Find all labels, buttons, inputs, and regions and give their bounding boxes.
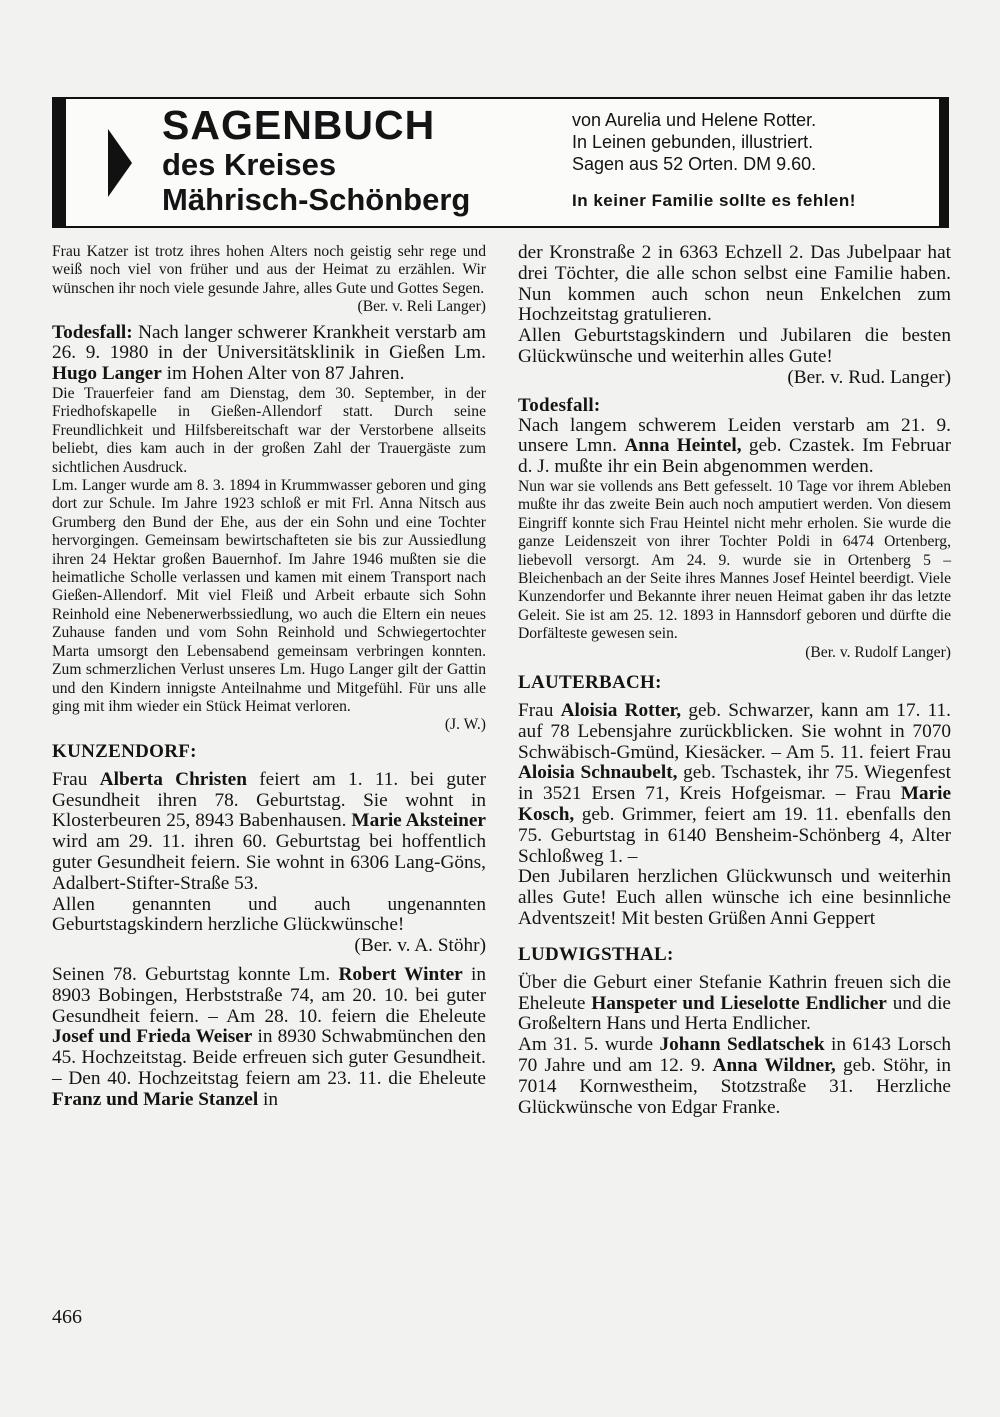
trauerfeier-paragraph: Die Trauerfeier fand am Dienstag, dem 30. September, in der Friedhofskapelle in Gießen-Allendorf statt. Durch seine Freundlichkeit und Hilfsbereitschaft war der Verstorbene allseits beliebt, dies kam auch in der großen Zahl der Trauergäste zum sichtlichen Ausdruck. [52, 385, 486, 476]
l1-text-b: geb. Schwarzer, kann am 17. 11. auf 78 Lebensjahre zurückblicken. Sie wohnt in 7070 Schwäbisch-Gmünd, Kiesäcker. – Am 5. 11. feiert Frau [518, 700, 951, 763]
kunzendorf-credit: (Ber. v. A. Stöhr) [354, 935, 486, 957]
lu2-text-b: in 6143 Lorsch 70 Jahre und am 12. 9. [518, 1034, 952, 1076]
name-anna-heintel: Anna Heintel, [624, 435, 742, 457]
ludwigsthal-birthdays-paragraph [518, 1035, 951, 1118]
todesfall-label: Todesfall: [52, 321, 133, 343]
langer-credit: (J. W.) [444, 716, 486, 734]
langer-biography-paragraph: Lm. Langer wurde am 8. 3. 1894 in Krummwasser geboren und ging dort zur Schule. Im Jahre 1923 schloß er mit Frl. Anna Nitsch aus Grumberg den Bund der Ehe, aus der ein Sohn und eine Tochter hervorgingen. Gemeinsam bewirtschafteten sie bis zur Aussiedlung ihren 24 Hektar großen Bauernhof. Im Jahre 1946 mußten sie die heimatliche Scholle verlassen und kamen mit einem Transport nach Gießen-Allendorf. Mit viel Fleiß und Arbeit erbaute sich Sohn Reinhold eine Nebenerwerbssiedlung, wo auch die Eltern ein neues Zuhause fanden und vom Sohn Reinhold und Schwiegertochter Marta umsorgt den Lebensabend gemeinsam verbringen konnten. Zum schmerzlichen Verlust unseres Lm. Hugo Langer gilt der Gattin und den Kindern innigste Anteilnahme und Mitgefühl. Für uns alle ging mit ihm wieder ein Stück Heimat verloren. [52, 477, 486, 715]
ad-slogan: In keiner Familie sollte es fehlen! [572, 191, 856, 210]
ad-title [162, 103, 470, 218]
todesfall-text-a: Nach langer schwerer Krankheit verstarb am 26. 9. 1980 in der Universitätsklinik in Gießen Lm. [52, 321, 486, 364]
heintel-details-paragraph: Nun war sie vollends ans Bett gefesselt. 10 Tage vor ihrem Ableben mußte ihr das zweite Bein auch noch amputiert werden. Von diesem Eingriff konnte sich Frau Heintel nicht mehr erholen. Sie wurde die ganze Leidenszeit von ihrer Tochter Poldi in 6474 Ortenberg, liebevoll versorgt. Am 24. 9. wurde sie in Ortenberg 5 – Bleichenbach an der Seite ihres Mannes Josef Heintel beerdigt. Viele Kunzendorfer und Bekannte ihrer neuen Heimat gaben ihr das letzte Geleit. Sie ist am 25. 12. 1893 in Hannsdorf geboren und dürfte die Dorfälteste gewesen sein. [518, 477, 951, 643]
name-alberta-christen: Alberta Christen [99, 768, 247, 790]
k3-text-c: in 8930 Schwabmünchen den 45. Hochzeitstag. Beide erfreuen sich guter Gesundheit. – Den 40. Hochzeitstag feiern am 23. 11. die Eheleute [52, 1026, 486, 1089]
name-aloisia-rotter: Aloisia Rotter, [560, 700, 682, 722]
ad-info [572, 109, 816, 175]
right-column [518, 243, 951, 1118]
ad-info-line3: Sagen aus 52 Orten. DM 9.60. [572, 154, 817, 174]
ludwigsthal-birth-paragraph [518, 973, 951, 1035]
name-anna-wildner: Anna Wildner, [712, 1054, 836, 1076]
todesfall-heading: Todesfall: [518, 394, 601, 416]
name-aloisia-schnaubelt: Aloisia Schnaubelt, [518, 762, 678, 784]
triangle-arrow-icon [108, 129, 132, 197]
lu1-text-a: Über die Geburt einer Stefanie Kathrin freuen sich die Eheleute [518, 971, 951, 1014]
jubilare-credit: (Ber. v. Rud. Langer) [787, 366, 951, 388]
name-franz-marie-stanzel: Franz und Marie Stanzel [52, 1088, 259, 1110]
name-hugo-langer: Hugo Langer [52, 363, 162, 385]
r3-text-b: geb. Czastek. Im Februar d. J. mußte ihr ein Bein abgenommen werden. [518, 435, 952, 478]
k3-text-d: in [258, 1088, 279, 1110]
l1-text-d: geb. Grimmer, feiert am 19. 11. ebenfalls den 75. Geburtstag in 6140 Bensheim-Schönberg 4, Alter Schloßweg 1. – [518, 804, 951, 867]
ad-info-line2: In Leinen gebunden, illustriert. [572, 132, 814, 152]
lauterbach-wishes-paragraph: Den Jubilaren herzlichen Glückwunsch und weiterhin alles Gute! Euch allen wünsche ich eine besinnliche Adventszeit! Mit besten Grüßen Anni Geppert [518, 866, 951, 929]
k1-text-b: feiert am 1. 11. bei guter Gesundheit ihren 78. Geburtstag. Sie wohnt in Klosterbeuren 25, 8943 Babenhausen. [52, 768, 486, 832]
advertisement-sagenbuch [52, 97, 949, 228]
jubelpaar-paragraph: der Kronstraße 2 in 6363 Echzell 2. Das Jubelpaar hat drei Töchter, die alle schon selbst eine Familie haben. Nun kommen auch schon neun Enkelchen zum Hochzeitstag gratulieren. [518, 242, 951, 326]
lu2-text-a: Am 31. 5. wurde [518, 1034, 660, 1056]
name-hanspeter-lieselotte-endlicher: Hanspeter und Lieselotte Endlicher [591, 992, 887, 1014]
katzer-paragraph: Frau Katzer ist trotz ihres hohen Alters noch geistig sehr rege und weiß noch viel von früher und aus der Heimat zu erzählen. Wir wünschen ihr noch viele gesunde Jahre, alles Gute und Gottes Segen. [52, 243, 486, 297]
lauterbach-birthdays-paragraph [518, 701, 951, 867]
name-marie-aksteiner: Marie Aksteiner [351, 810, 486, 832]
ad-title-line3: Mährisch-Schönberg [162, 182, 471, 217]
ad-info-line1: von Aurelia und Helene Rotter. [572, 110, 817, 130]
k3-text-b: in 8903 Bobingen, Herbststraße 74, am 20. 10. bei guter Gesundheit feiern. – Am 28. 10. feiern die Eheleute [52, 963, 486, 1027]
name-josef-frieda-weiser: Josef und Frieda Weiser [52, 1026, 253, 1048]
k1-text-c: wird am 29. 11. ihren 60. Geburtstag bei hoffentlich guter Gesundheit feiern. Sie wohnt in 6306 Lang-Göns, Adalbert-Stifter-Straße 53. [52, 831, 486, 894]
l1-text-a: Frau [518, 700, 561, 722]
r3-text-a: Nach langem schwerem Leiden verstarb am 21. 9. unsere Lmn. [518, 414, 951, 457]
jubilare-wishes-paragraph: Allen Geburtstagskindern und Jubilaren die besten Glückwünsche und weiterhin alles Gute! [518, 325, 951, 367]
name-johann-sedlatschek: Johann Sedlatschek [659, 1034, 825, 1056]
kunzendorf-heading: KUNZENDORF: [52, 740, 197, 762]
kunzendorf-wishes-paragraph: Allen genannten und auch ungenannten Geburtstagskindern herzliche Glückwünsche! [52, 893, 486, 936]
todesfall-heintel-paragraph [518, 416, 951, 478]
ad-title-line2: des Kreises [162, 147, 337, 182]
lauterbach-heading: LAUTERBACH: [518, 672, 662, 694]
ad-title-line1: SAGENBUCH [162, 102, 436, 148]
katzer-credit: (Ber. v. Reli Langer) [357, 298, 486, 316]
lu1-text-b: und die Großeltern Hans und Herta Endlicher. [518, 992, 951, 1035]
kunzendorf-birthdays-paragraph [52, 770, 486, 895]
heintel-credit: (Ber. v. Rudolf Langer) [805, 643, 951, 661]
kunzendorf-anniversaries-paragraph [52, 965, 486, 1111]
k1-text-a: Frau [52, 768, 100, 790]
name-marie-kosch: Marie Kosch, [518, 783, 951, 826]
todesfall-text-b: im Hohen Alter von 87 Jahren. [161, 363, 405, 385]
page-number: 466 [52, 1306, 82, 1328]
ludwigsthal-heading: LUDWIGSTHAL: [518, 943, 674, 965]
lu2-text-c: geb. Stöhr, in 7014 Kornwestheim, Stotzstraße 31. Herzliche Glückwünsche von Edgar Franke. [518, 1054, 951, 1118]
name-robert-winter: Robert Winter [338, 963, 463, 985]
left-column [52, 243, 486, 1110]
k3-text-a: Seinen 78. Geburtstag konnte Lm. [52, 963, 339, 985]
l1-text-c: geb. Tschastek, ihr 75. Wiegenfest in 3521 Ersen 71, Kreis Hofgeismar. – Frau [518, 762, 951, 805]
todesfall-langer-paragraph [52, 323, 486, 385]
